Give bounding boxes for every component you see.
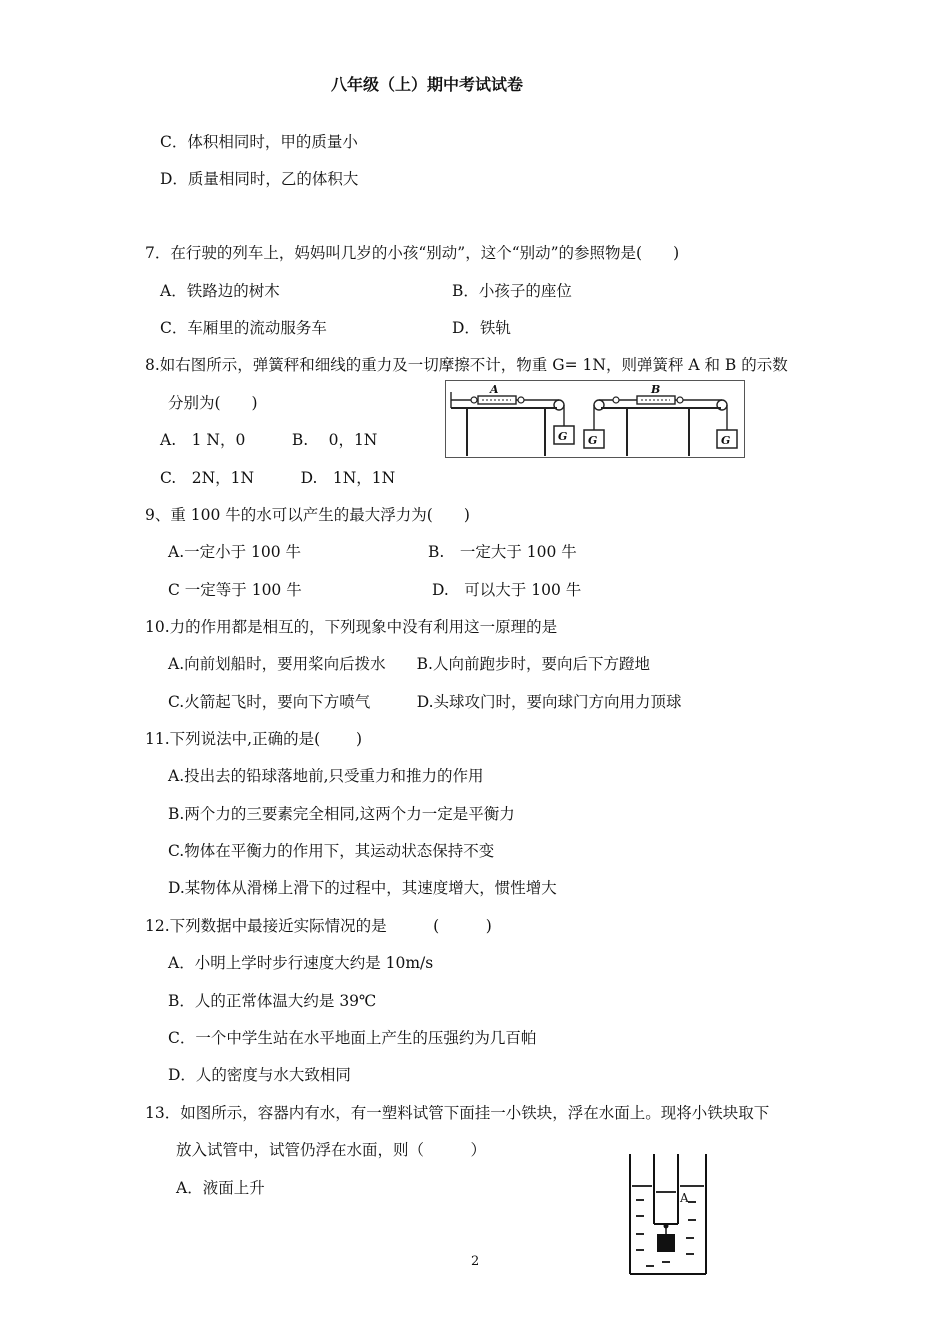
q12-option-c: C．一个中学生站在水平地面上产生的压强约为几百帕 xyxy=(168,1029,537,1047)
question-12: 12.下列数据中最接近实际情况的是 ( ) xyxy=(145,917,492,935)
page-title: 八年级（上）期中考试试卷 xyxy=(331,75,524,94)
q11-option-a: A.投出去的铅球落地前,只受重力和推力的作用 xyxy=(168,767,484,785)
question-7: 7．在行驶的列车上，妈妈叫几岁的小孩“别动”，这个“别动”的参照物是( ) xyxy=(145,244,680,262)
svg-text:G: G xyxy=(558,430,568,443)
q6-option-c: C．体积相同时，甲的质量小 xyxy=(160,133,358,151)
q12-option-a: A．小明上学时步行速度大约是 10m/s xyxy=(168,954,434,972)
weight-right xyxy=(717,430,737,448)
q7-option-b: B．小孩子的座位 xyxy=(452,282,572,300)
weight-middle xyxy=(584,430,604,448)
q7-option-d: D．铁轨 xyxy=(452,319,511,337)
page-number: 2 xyxy=(471,1254,480,1269)
svg-text:G: G xyxy=(721,434,731,447)
q9-option-c: C 一定等于 100 牛 xyxy=(168,581,302,599)
iron-block xyxy=(657,1234,675,1252)
q13-option-a: A．液面上升 xyxy=(176,1179,265,1197)
test-tube-figure xyxy=(622,1150,714,1278)
q10-options-cd: C.火箭起飞时，要向下方喷气 D.头球攻门时，要向球门方向用力顶球 xyxy=(168,693,682,711)
weight-left xyxy=(554,426,574,444)
q11-option-d: D.某物体从滑梯上滑下的过程中，其速度增大，惯性增大 xyxy=(168,879,557,897)
spring-balance-a xyxy=(471,383,524,404)
q11-option-c: C.物体在平衡力的作用下，其运动状态保持不变 xyxy=(168,842,495,860)
label-b: B xyxy=(651,383,661,396)
q8-options-ab: A. 1 N，0 B. 0，1N xyxy=(160,431,378,449)
q7-option-c: C．车厢里的流动服务车 xyxy=(160,319,327,337)
q9-option-b: B. 一定大于 100 牛 xyxy=(428,543,577,561)
q10-options-ab: A.向前划船时，要用桨向后拨水 B.人向前跑步时，要向后下方蹬地 xyxy=(168,655,650,673)
spring-balance-b xyxy=(613,383,683,404)
question-10: 10.力的作用都是相互的，下列现象中没有利用这一原理的是 xyxy=(145,618,558,636)
label-a: A xyxy=(490,383,499,396)
question-9: 9、重 100 牛的水可以产生的最大浮力为( ) xyxy=(145,506,470,524)
q11-option-b: B.两个力的三要素完全相同,这两个力一定是平衡力 xyxy=(168,805,515,823)
label-a: A xyxy=(680,1191,689,1205)
question-13-continued: 放入试管中，试管仍浮在水面，则（ ） xyxy=(176,1141,487,1159)
q6-option-d: D．质量相同时，乙的体积大 xyxy=(160,170,359,188)
q12-option-b: B．人的正常体温大约是 39℃ xyxy=(168,992,377,1010)
q9-option-d: D. 可以大于 100 牛 xyxy=(432,581,582,599)
svg-text:G: G xyxy=(588,434,598,447)
spring-balance-figure xyxy=(445,380,745,458)
question-11: 11.下列说法中,正确的是( ) xyxy=(145,730,363,748)
q12-option-d: D．人的密度与水大致相同 xyxy=(168,1066,351,1084)
question-8: 8.如右图所示，弹簧秤和细线的重力及一切摩擦不计，物重 G= 1N，则弹簧秤 A 和 B 的示数 xyxy=(145,356,788,374)
question-8-continued: 分别为( ) xyxy=(168,394,258,412)
question-13: 13．如图所示，容器内有水，有一塑料试管下面挂一小铁块，浮在水面上。现将小铁块取下 xyxy=(145,1104,770,1122)
q8-options-cd: C. 2N，1N D. 1N，1N xyxy=(160,469,396,487)
q7-option-a: A．铁路边的树木 xyxy=(160,282,280,300)
q9-option-a: A.一定小于 100 牛 xyxy=(168,543,302,561)
